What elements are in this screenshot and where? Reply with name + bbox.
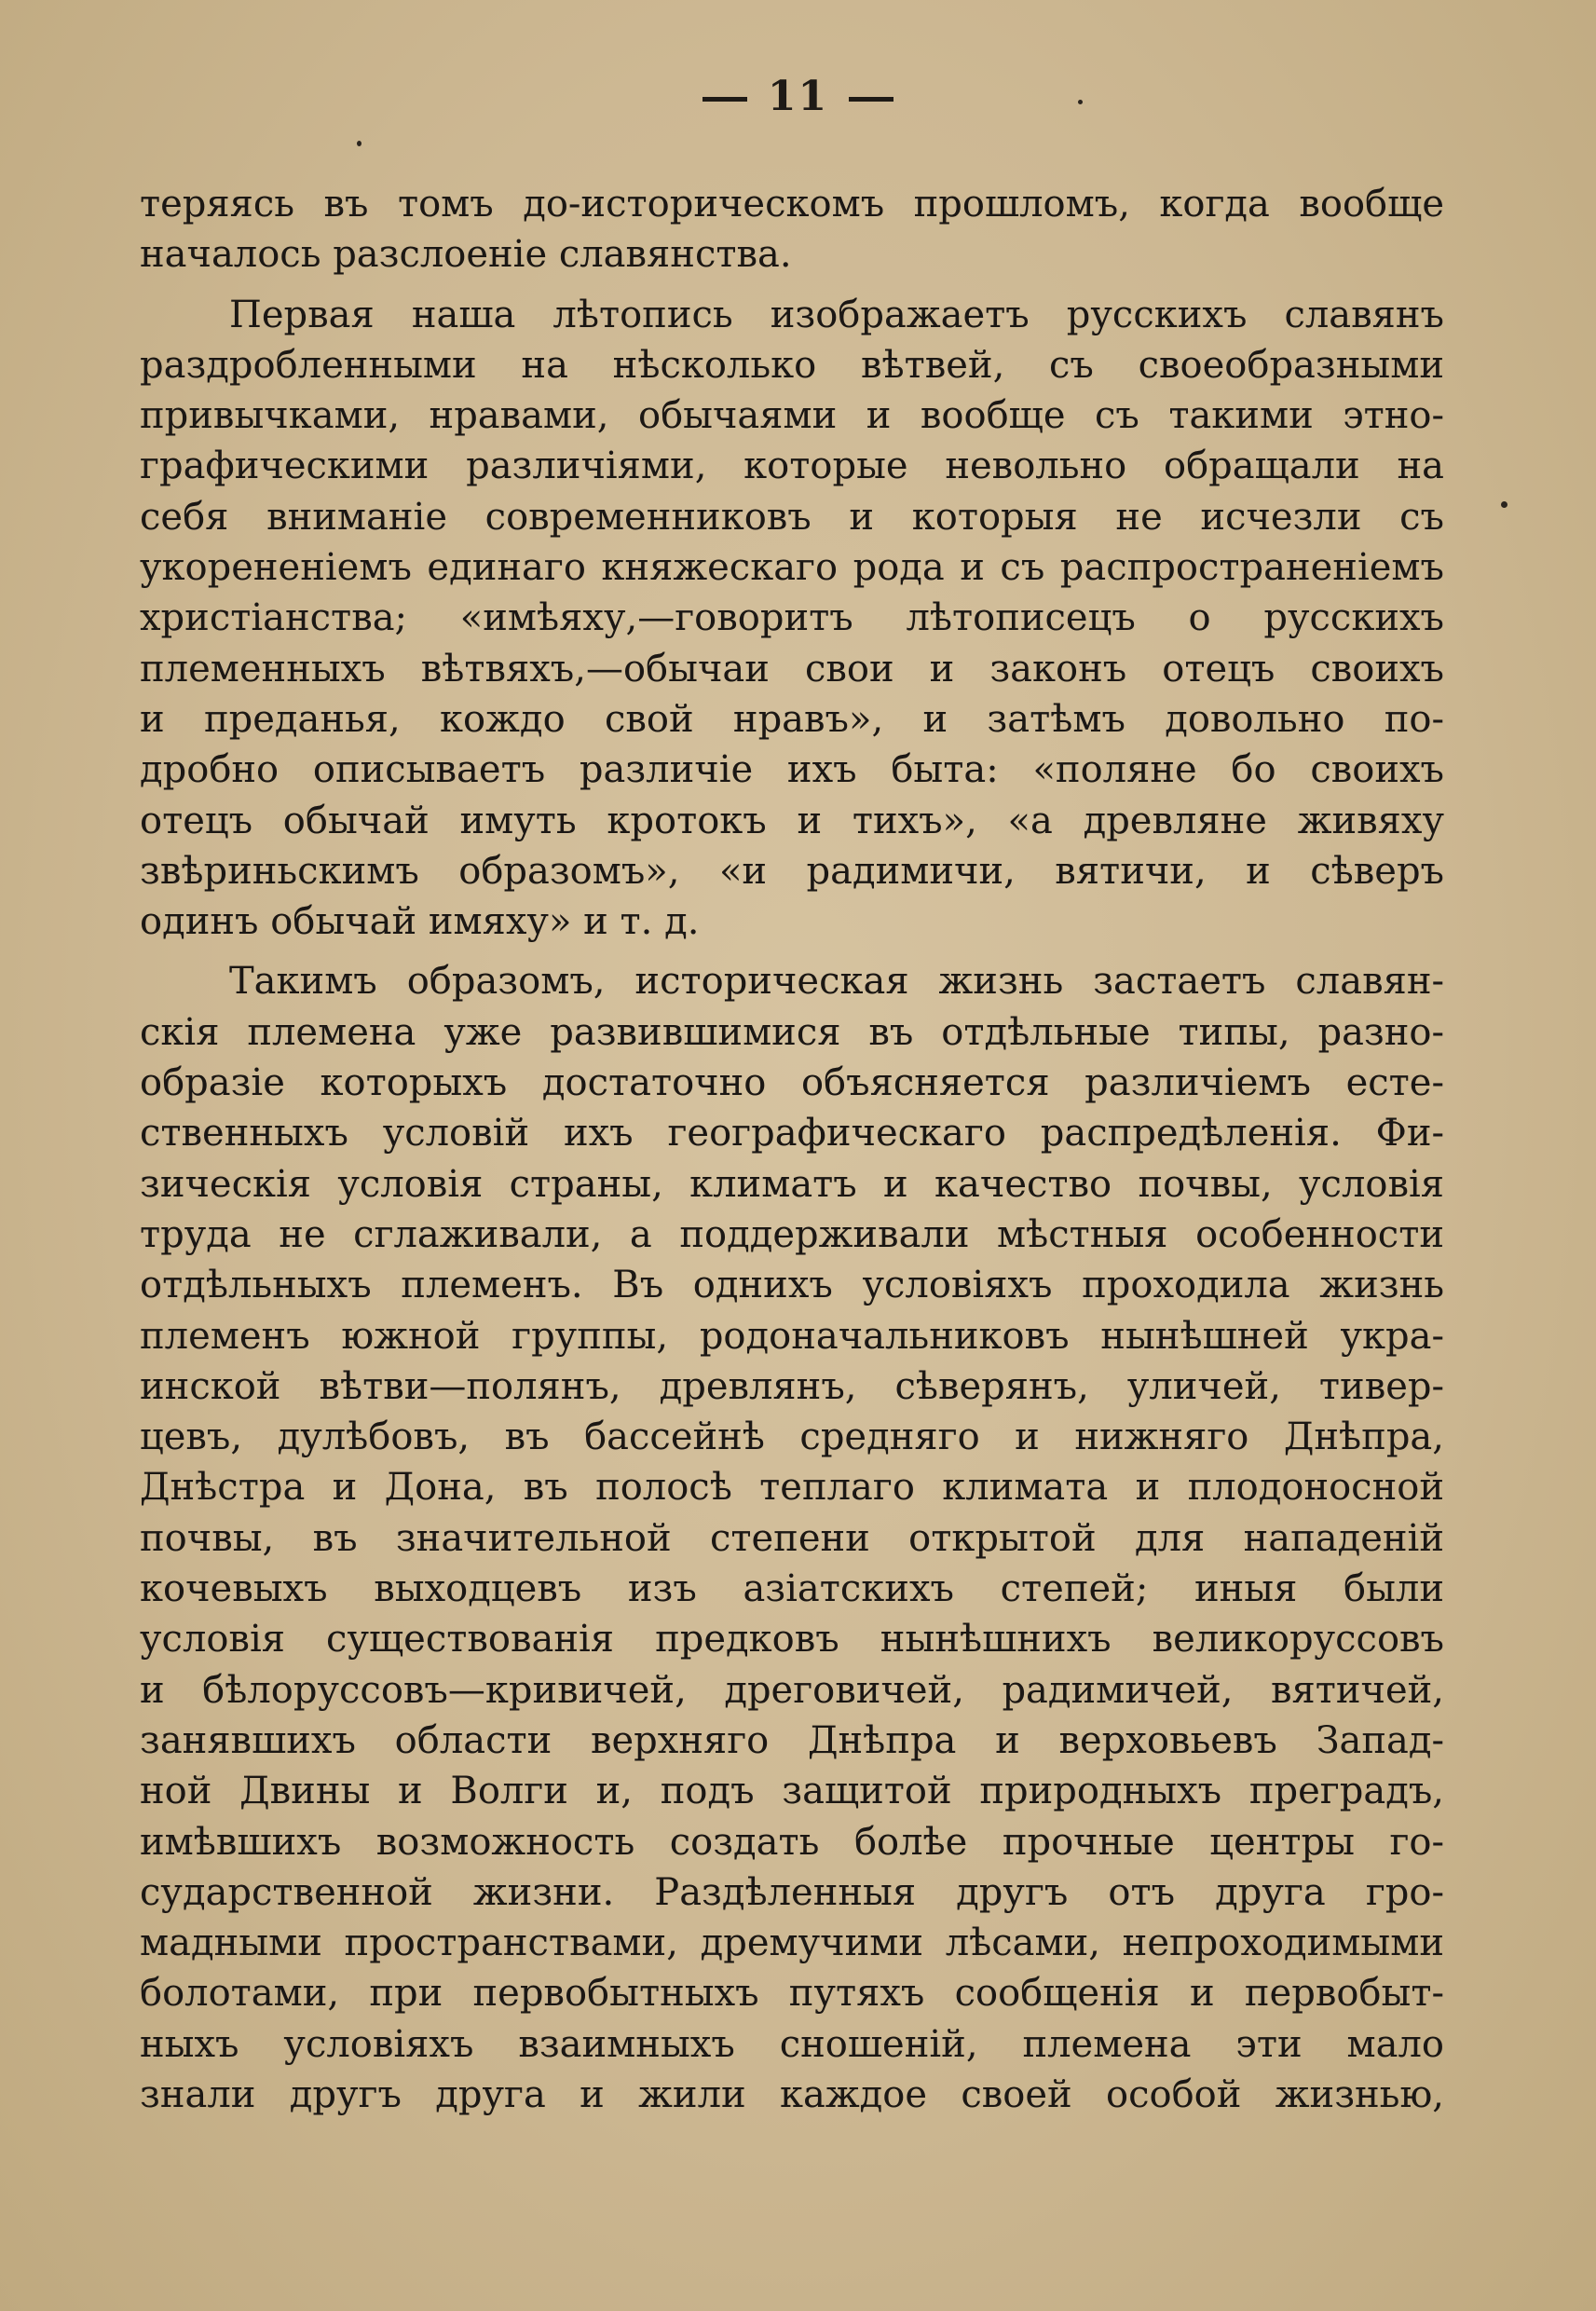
header-left-dash [703, 97, 747, 102]
text-line: теряясь въ томъ до-историческомъ прошломъ, когда вообще [140, 183, 1444, 226]
header-right-dash [849, 97, 893, 102]
text-line: племенныхъ вѣтвяхъ,—обычаи свои и законъ отецъ своихъ [140, 647, 1444, 691]
ink-speck [357, 141, 361, 146]
text-line: сударственной жизни. Раздѣленныя другъ отъ друга гро- [140, 1870, 1444, 1914]
paragraph-1 [140, 179, 1444, 280]
text-line: дробно описываетъ различіе ихъ быта: «поляне бо своихъ [140, 748, 1444, 792]
paragraph-3 [140, 956, 1444, 2120]
paragraph-2 [140, 290, 1444, 948]
text-line: звѣриньскимъ образомъ», «и радимичи, вятичи, и сѣверъ [140, 849, 1444, 893]
text-line: ственныхъ условій ихъ географическаго распредѣленія. Фи- [140, 1112, 1444, 1156]
body-text [140, 179, 1444, 2120]
text-line: зическія условія страны, климатъ и качество почвы, условія [140, 1162, 1444, 1206]
text-line: условія существованія предковъ нынѣшнихъ великоруссовъ [140, 1618, 1444, 1661]
text-line: имѣвшихъ возможность создать болѣе прочные центры го- [140, 1820, 1444, 1864]
text-line: и бѣлоруссовъ—кривичей, дреговичей, радимичей, вятичей, [140, 1668, 1444, 1712]
text-line: отдѣльныхъ племенъ. Въ однихъ условіяхъ проходила жизнь [140, 1264, 1444, 1307]
text-line: знали другъ друга и жили каждое своей особой жизнью, [140, 2072, 1444, 2116]
text-line: занявшихъ области верхняго Днѣпра и верховьевъ Запад- [140, 1718, 1444, 1762]
text-line: графическими различіями, которые невольно обращали на [140, 444, 1444, 488]
ink-speck [1501, 501, 1507, 508]
text-line: скія племена уже развившимися въ отдѣльные типы, разно- [140, 1010, 1444, 1054]
text-line: укорененіемъ единаго княжескаго рода и съ распространеніемъ [140, 546, 1444, 590]
ink-speck [1078, 100, 1083, 104]
text-line: христіанства; «имѣяху,—говоритъ лѣтописецъ о русскихъ [140, 596, 1444, 640]
text-line: раздробленными на нѣсколько вѣтвей, съ своеобразными [140, 343, 1444, 387]
text-line: началось разслоеніе славянства. [140, 233, 792, 277]
text-line: племенъ южной группы, родоначальниковъ нынѣшней укра- [140, 1314, 1444, 1358]
text-line: Такимъ образомъ, историческая жизнь застаетъ славян- [229, 960, 1444, 1004]
text-line: кочевыхъ выходцевъ изъ азіатскихъ степей; иныя были [140, 1567, 1444, 1611]
text-line: отецъ обычай имуть кротокъ и тихъ», «а древляне живяху [140, 799, 1444, 842]
text-line: ныхъ условіяхъ взаимныхъ сношеній, племена эти мало [140, 2022, 1444, 2066]
text-line: одинъ обычай имяху» и т. д. [140, 900, 700, 944]
text-line: труда не сглаживали, а поддерживали мѣстныя особенности [140, 1212, 1444, 1256]
text-line: Первая наша лѣтопись изображаетъ русскихъ славянъ [229, 293, 1444, 336]
text-line: Днѣстра и Дона, въ полосѣ теплаго климата и плодоносной [140, 1466, 1444, 1510]
text-line: ной Двины и Волги и, подъ защитой природныхъ преградъ, [140, 1770, 1444, 1813]
text-line: привычками, нравами, обычаями и вообще съ такими этно- [140, 394, 1444, 438]
text-line: цевъ, дулѣбовъ, въ бассейнѣ средняго и нижняго Днѣпра, [140, 1415, 1444, 1459]
text-line: болотами, при первобытныхъ путяхъ сообщенія и первобыт- [140, 1972, 1444, 2016]
page-number: 11 [767, 73, 829, 120]
text-line: почвы, въ значительной степени открытой для нападеній [140, 1516, 1444, 1560]
text-line: и преданья, кождо свой нравъ», и затѣмъ довольно по- [140, 697, 1444, 741]
page-header [0, 73, 1596, 120]
text-line: образіе которыхъ достаточно объясняется различіемъ есте- [140, 1061, 1444, 1105]
text-line: мадными пространствами, дремучими лѣсами, непроходимыми [140, 1921, 1444, 1965]
text-line: инской вѣтви—полянъ, древлянъ, сѣверянъ, уличей, тивер- [140, 1364, 1444, 1408]
text-line: себя вниманіе современниковъ и которыя не исчезли съ [140, 495, 1444, 539]
